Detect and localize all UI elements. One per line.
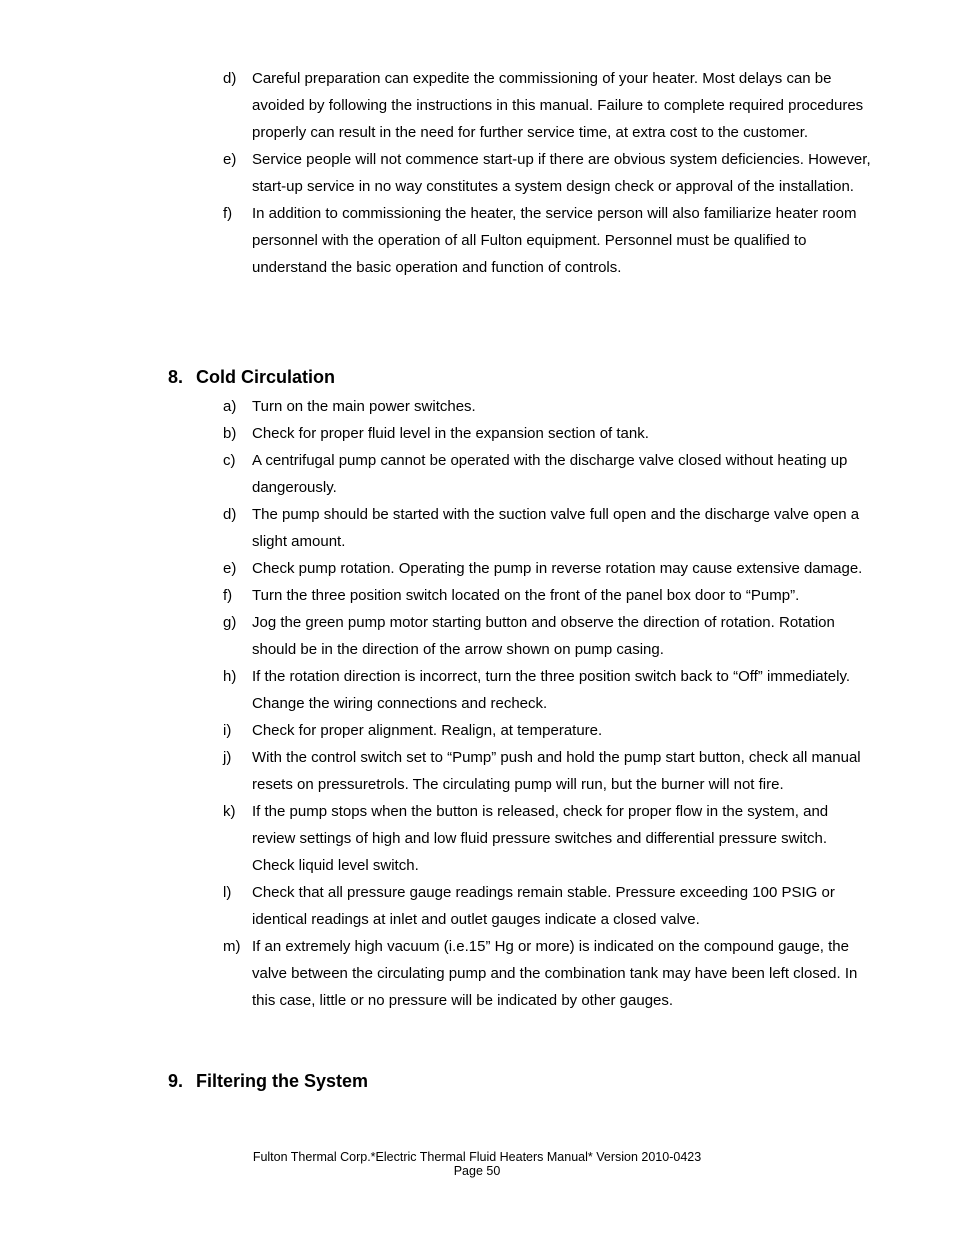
- list-item: [223, 501, 873, 555]
- list-marker: c): [223, 452, 236, 469]
- list-marker: b): [223, 425, 237, 442]
- list-item: [223, 65, 873, 146]
- list-marker: f): [223, 205, 233, 222]
- list-marker: k): [223, 803, 236, 820]
- section-title: Cold Circulation: [196, 367, 335, 387]
- list-item: [223, 555, 873, 582]
- page-number: Page 50: [453, 1164, 501, 1178]
- list-text: Check pump rotation. Operating the pump in reverse rotation may cause extensive damage.: [252, 560, 863, 577]
- list-item: [223, 447, 873, 501]
- list-marker: e): [223, 151, 237, 168]
- list-item: [223, 744, 873, 798]
- list-marker: d): [223, 506, 237, 523]
- list-text: With the control switch set to “Pump” push and hold the pump start button, check all manual resets on pressuretrols. The circulating pump will run, but the burner will not fire.: [252, 749, 861, 793]
- list-item: [223, 200, 873, 281]
- section-number: 8.: [168, 367, 184, 387]
- intro-list: [223, 65, 873, 281]
- list-item: [223, 933, 873, 1014]
- list-text: Check that all pressure gauge readings remain stable. Pressure exceeding 100 PSIG or identical readings at inlet and outlet gauges indicate a closed valve.: [252, 884, 835, 928]
- list-text: If the pump stops when the button is released, check for proper flow in the system, and review settings of high and low fluid pressure switches and differential pressure switch. Check liquid level switch.: [252, 803, 829, 874]
- list-marker: i): [223, 722, 232, 739]
- list-marker: m): [223, 938, 241, 955]
- list-text: Careful preparation can expedite the commissioning of your heater. Most delays can be avoided by following the instructions in this manual. Failure to complete required procedures properly can result in the need for further service time, at extra cost to the customer.: [252, 70, 864, 141]
- section-heading-cold-circulation: [168, 366, 335, 388]
- list-text: Jog the green pump motor starting button and observe the direction of rotation. Rotation should be in the direction of the arrow shown on pump casing.: [252, 614, 835, 658]
- list-text: The pump should be started with the suction valve full open and the discharge valve open a slight amount.: [252, 506, 860, 550]
- page-footer: [0, 1150, 954, 1178]
- list-marker: j): [223, 749, 232, 766]
- list-item: [223, 146, 873, 200]
- list-text: Turn the three position switch located on the front of the panel box door to “Pump”.: [252, 587, 800, 604]
- list-text: A centrifugal pump cannot be operated with the discharge valve closed without heating up dangerously.: [252, 452, 848, 496]
- list-marker: h): [223, 668, 237, 685]
- list-item: [223, 663, 873, 717]
- list-text: Check for proper fluid level in the expansion section of tank.: [252, 425, 649, 442]
- list-item: [223, 879, 873, 933]
- list-item: [223, 420, 873, 447]
- section-number: 9.: [168, 1071, 184, 1091]
- list-text: If an extremely high vacuum (i.e.15” Hg or more) is indicated on the compound gauge, the valve between the circulating pump and the combination tank may have been left closed. In this case, little or no pressure will be indicated by other gauges.: [252, 938, 858, 1009]
- list-item: [223, 609, 873, 663]
- list-item: [223, 582, 873, 609]
- list-text: Turn on the main power switches.: [252, 398, 476, 415]
- cold-circulation-list: [223, 393, 873, 1014]
- list-marker: d): [223, 70, 237, 87]
- list-text: If the rotation direction is incorrect, turn the three position switch back to “Off” immediately. Change the wiring connections and recheck.: [252, 668, 851, 712]
- list-item: [223, 717, 873, 744]
- list-marker: g): [223, 614, 237, 631]
- section-title: Filtering the System: [196, 1071, 369, 1091]
- list-marker: f): [223, 587, 233, 604]
- list-marker: l): [223, 884, 232, 901]
- list-text: Check for proper alignment. Realign, at temperature.: [252, 722, 603, 739]
- footer-manual-title: Fulton Thermal Corp.*Electric Thermal Fluid Heaters Manual* Version 2010-0423: [252, 1150, 702, 1164]
- list-item: [223, 798, 873, 879]
- list-item: [223, 393, 873, 420]
- section-heading-filtering: [168, 1070, 368, 1092]
- list-marker: e): [223, 560, 237, 577]
- list-text: Service people will not commence start-up if there are obvious system deficiencies. However, start-up service in no way constitutes a system design check or approval of the installation.: [252, 151, 871, 195]
- list-marker: a): [223, 398, 237, 415]
- list-text: In addition to commissioning the heater, the service person will also familiarize heater room personnel with the operation of all Fulton equipment. Personnel must be qualified to understand the basic operation and function of controls.: [252, 205, 857, 276]
